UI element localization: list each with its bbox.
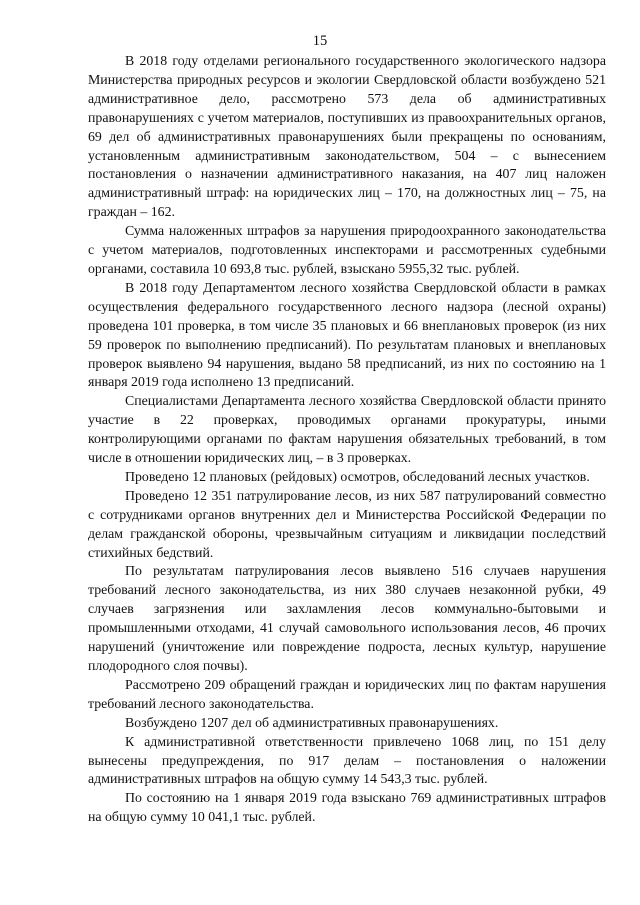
document-body xyxy=(88,52,606,827)
page-number: 15 xyxy=(312,33,328,49)
paragraph-fines-total: Сумма наложенных штрафов за нарушения природоохранного законодательства с учетом материалов, подготовленных инспекторами и рассмотренных судебными органами, составила 10 693,8 тыс. рублей, взыскано 5955,32 тыс. рублей. xyxy=(88,223,606,276)
paragraph-raid-inspections: Проведено 12 плановых (рейдовых) осмотров, обследований лесных участков. xyxy=(125,468,590,484)
paragraph-eco-supervision: В 2018 году отделами регионального государственного экологического надзора Министерства природных ресурсов и экологии Свердловской области возбуждено 521 административное дело, рассмотрено 573 дела об административных правонарушениях с учетом материалов, поступивших из правоохранительных органов, 69 дел об административных правонарушениях были прекращены по основаниям, установленным административным законодательством, 504 – с вынесением постановления о назначении административного наказания, на 407 лиц наложен административный штраф: на юридических лиц – 170, на должностных лиц – 75, на граждан – 162. xyxy=(88,53,606,220)
paragraph-liability: К административной ответственности привлечено 1068 лиц, по 151 делу вынесены предупреждения, по 917 делам – постановления о наложении административных штрафов на общую сумму 14 543,3 тыс. рублей. xyxy=(88,733,606,787)
paragraph-patrol-violations: По результатам патрулирования лесов выявлено 516 случаев нарушения требований лесного законодательства, из них 380 случаев незаконной рубки, 49 случаев загрязнения или захламления лесов коммунально-бытовыми и промышленными отходами, 41 случай самовольного использования лесов, 46 прочих нарушений (уничтожение или повреждение подроста, лесных культур, нарушение плодородного слоя почвы). xyxy=(88,563,606,673)
paragraph-citizen-appeals: Рассмотрено 209 обращений граждан и юридических лиц по фактам нарушения требований лесного законодательства. xyxy=(88,676,606,711)
paragraph-forest-inspections: В 2018 году Департаментом лесного хозяйства Свердловской области в рамках осуществления федерального государственного лесного надзора (лесной охраны) проведена 101 проверка, в том числе 35 плановых и 66 внеплановых проверок (из них 59 проверок по выполнению предписаний). По результатам плановых и внеплановых проверок выявлено 94 нарушения, выдано 58 предписаний, из них по состоянию на 1 января 2019 года исполнено 13 предписаний. xyxy=(88,279,606,390)
paragraph-fines-collected: По состоянию на 1 января 2019 года взыскано 769 административных штрафов на общую сумму 10 041,1 тыс. рублей. xyxy=(88,790,606,825)
paragraph-forest-patrols: Проведено 12 351 патрулирование лесов, из них 587 патрулирований совместно с сотрудниками органов внутренних дел и Министерства Российской Федерации по делам гражданской обороны, чрезвычайным ситуациям и ликвидации последствий стихийных бедствий. xyxy=(88,487,606,560)
paragraph-administrative-cases: Возбуждено 1207 дел об административных правонарушениях. xyxy=(125,714,499,730)
paragraph-joint-inspections: Специалистами Департамента лесного хозяйства Свердловской области принято участие в 22 проверках, проводимых органами прокуратуры, иными контролирующими органами по фактам нарушения обязательных требований, в том числе в отношении юридических лиц, – в 3 проверках. xyxy=(88,393,606,466)
